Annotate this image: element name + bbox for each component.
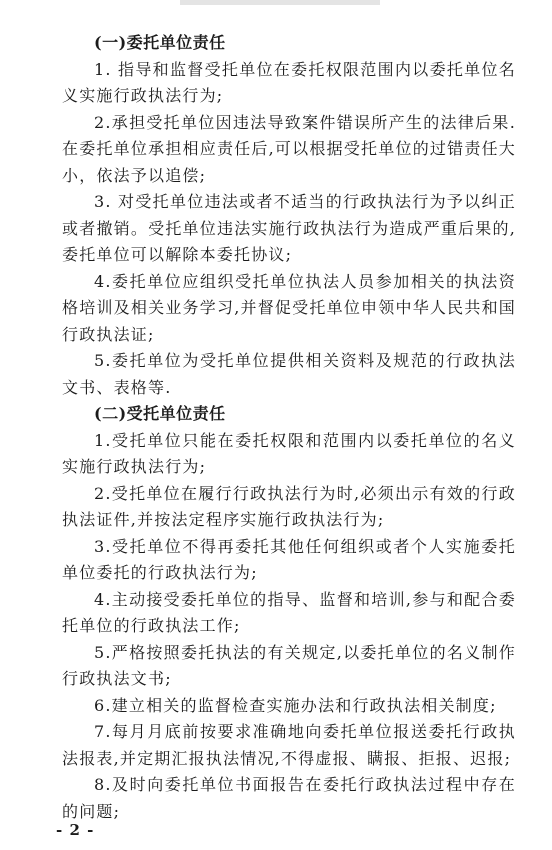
entrusted-item-1: 1.受托单位只能在委托权限和范围内以委托单位的名义实施行政执法行为;	[62, 430, 516, 476]
entrusting-item-4: 4.委托单位应组织受托单位执法人员参加相关的执法资格培训及相关业务学习,并督促受托单位申领中华人民共和国行政执法证;	[62, 271, 516, 344]
entrusting-item-1: 1. 指导和监督受托单位在委托权限范围内以委托单位名义实施行政执法行为;	[62, 59, 516, 105]
entrusted-item-2: 2.受托单位在履行行政执法行为时,必须出示有效的行政执法证件,并按法定程序实施行政执法行为;	[62, 483, 516, 529]
entrusted-item-3: 3.受托单位不得再委托其他任何组织或者个人实施委托单位委托的行政执法行为;	[62, 536, 516, 582]
section-heading-entrusting-party: (一)委托单位责任	[94, 33, 226, 52]
entrusted-item-6: 6.建立相关的监督检查实施办法和行政执法相关制度;	[94, 695, 497, 715]
entrusted-item-4: 4.主动接受委托单位的指导、监督和培训,参与和配合委托单位的行政执法工作;	[62, 589, 516, 635]
entrusted-item-7: 7.每月月底前按要求准确地向委托单位报送委托行政执法报表,并定期汇报执法情况,不得虚报、瞒报、拒报、迟报;	[62, 722, 516, 768]
entrusting-item-3: 3. 对受托单位违法或者不适当的行政执法行为予以纠正或者撤销。受托单位违法实施行政执法行为造成严重后果的,委托单位可以解除本委托协议;	[62, 192, 516, 264]
section-heading-entrusted-party: (二)受托单位责任	[94, 404, 226, 423]
entrusting-item-5: 5.委托单位为受托单位提供相关资料及规范的行政执法文书、表格等.	[62, 351, 516, 397]
page-top-edge	[180, 0, 380, 5]
entrusted-item-8: 8.及时向委托单位书面报告在委托行政执法过程中存在的问题;	[62, 775, 516, 821]
page-number: - 2 -	[56, 821, 95, 839]
entrusted-item-5: 5.严格按照委托执法的有关规定,以委托单位的名义制作行政执法文书;	[62, 642, 516, 688]
entrusting-item-2: 2.承担受托单位因违法导致案件错误所产生的法律后果.在委托单位承担相应责任后,可以根据受托单位的过错责任大小，依法予以追偿;	[62, 112, 516, 185]
